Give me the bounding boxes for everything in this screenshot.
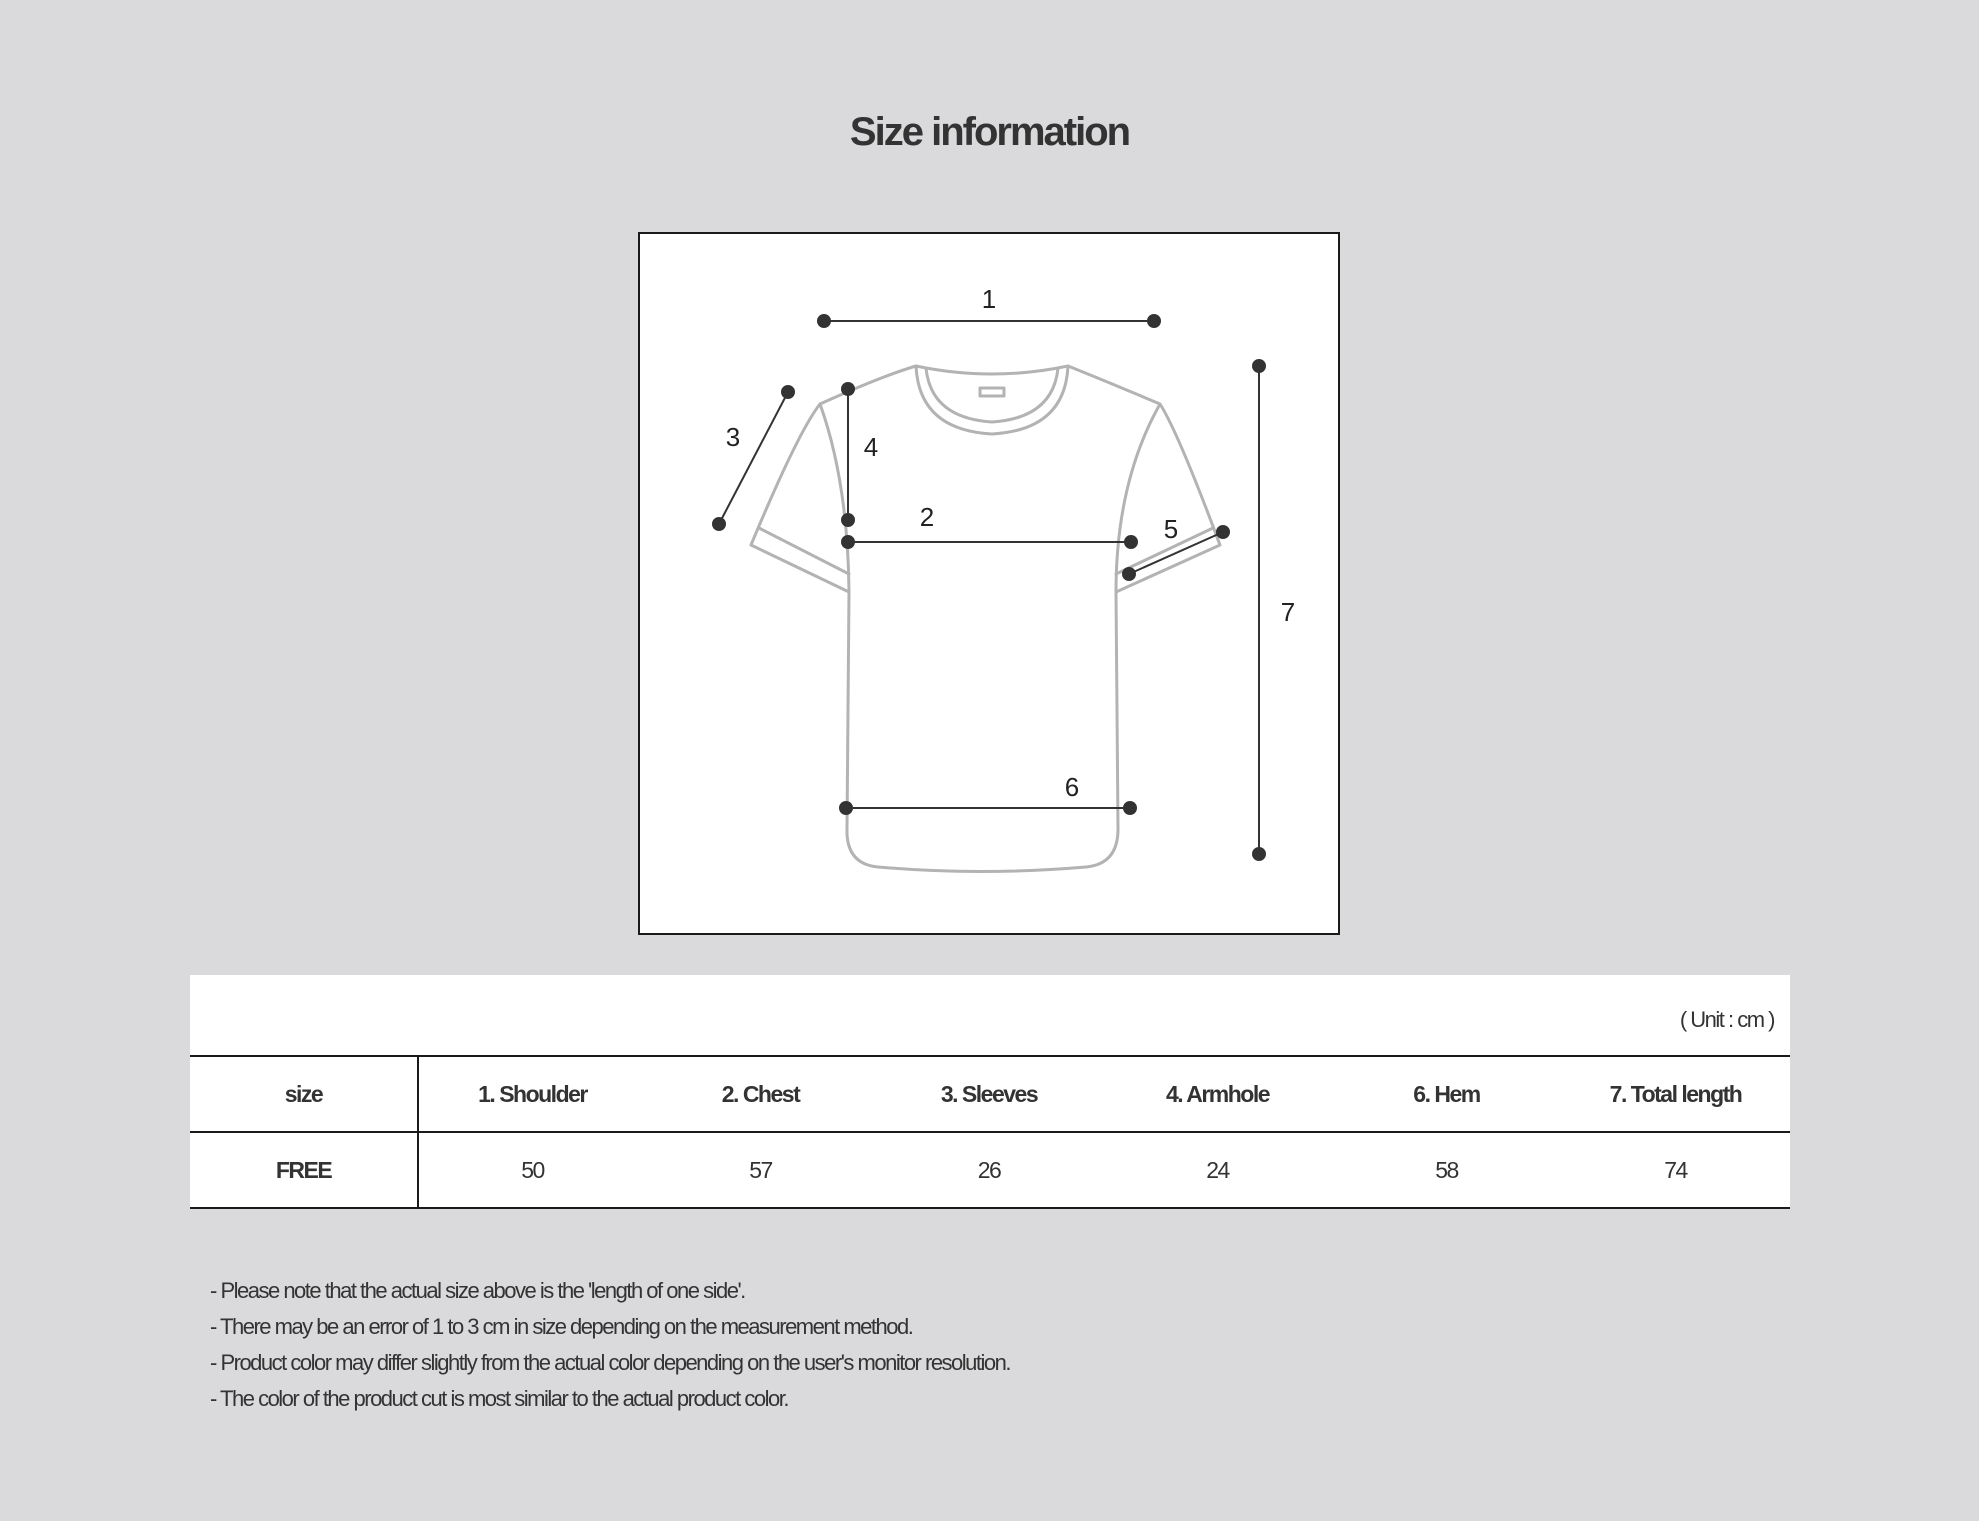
header-sleeves: 3. Sleeves [875,1057,1103,1132]
cell-sleeves: 26 [875,1132,1103,1208]
notes-list [210,1273,1610,1417]
size-table [190,1057,1790,1209]
header-total-length: 7. Total length [1561,1057,1790,1132]
cell-chest: 57 [646,1132,875,1208]
tshirt-diagram-svg [638,232,1340,935]
note-item: - Product color may differ slightly from the actual color depending on the user's monitor resolution. [210,1350,1010,1375]
header-size: size [190,1057,418,1132]
unit-row [190,975,1790,1057]
dimension-label-2: 2 [919,502,935,532]
dimension-label-7: 7 [1280,597,1296,627]
tshirt-measurement-diagram [638,232,1340,935]
cell-armhole: 24 [1103,1132,1332,1208]
note-item: - The color of the product cut is most similar to the actual product color. [210,1386,788,1411]
dimension-label-1: 1 [981,284,997,314]
cell-hem: 58 [1332,1132,1561,1208]
dimension-label-3: 3 [725,422,741,452]
dimension-label-6: 6 [1064,772,1080,802]
table-header-row [190,1057,1790,1132]
note-item: - There may be an error of 1 to 3 cm in size depending on the measurement method. [210,1314,913,1339]
size-table-container [190,975,1790,1209]
header-chest: 2. Chest [646,1057,875,1132]
note-item: - Please note that the actual size above is the 'length of one side'. [210,1278,745,1303]
tshirt-outline [751,366,1220,872]
dimension-label-4: 4 [863,432,879,462]
header-hem: 6. Hem [1332,1057,1561,1132]
cell-shoulder: 50 [418,1132,646,1208]
page-title: Size information [849,110,1130,154]
cell-total-length: 74 [1561,1132,1790,1208]
table-row [190,1132,1790,1208]
header-armhole: 4. Armhole [1103,1057,1332,1132]
cell-size: FREE [190,1132,418,1208]
unit-label: ( Unit : cm ) [1679,1007,1774,1032]
header-shoulder: 1. Shoulder [418,1057,646,1132]
dimension-label-5: 5 [1163,514,1179,544]
